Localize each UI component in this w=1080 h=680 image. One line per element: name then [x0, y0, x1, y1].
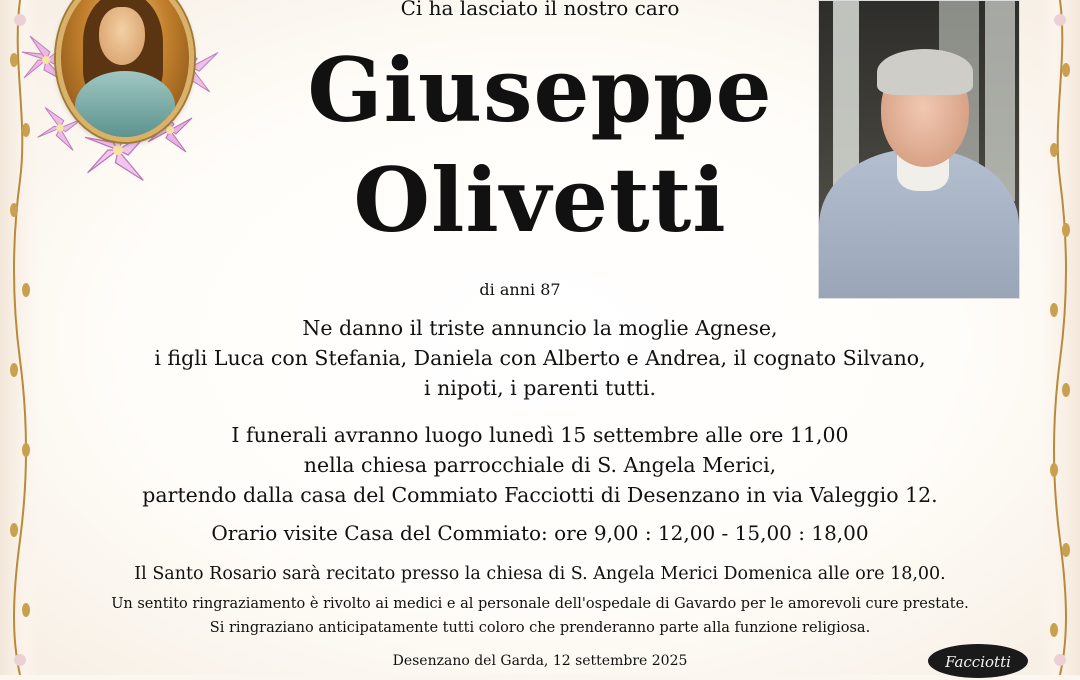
rosary-line: Il Santo Rosario sarà recitato presso la chiesa di S. Angela Merici Domenica alle ore 18,00.	[134, 564, 946, 584]
family-paragraph	[0, 313, 1080, 403]
funeral-line: I funerali avranno luogo lunedì 15 settembre alle ore 11,00	[231, 423, 849, 447]
family-line: i nipoti, i parenti tutti.	[424, 376, 656, 400]
funeral-line: nella chiesa parrocchiale di S. Angela Merici,	[303, 453, 777, 477]
thanks-line: Un sentito ringraziamento è rivolto ai medici e al personale dell'ospedale di Gavardo per le amorevoli cure prestate.	[111, 596, 969, 612]
funeral-paragraph	[0, 420, 1080, 510]
place-date-line: Desenzano del Garda, 12 settembre 2025	[392, 653, 688, 669]
first-name-heading: Giuseppe	[307, 38, 773, 142]
intro-line: Ci ha lasciato il nostro caro	[400, 0, 680, 20]
thanks-line: Si ringraziano anticipatamente tutti coloro che prenderanno parte alla funzione religiosa.	[209, 620, 871, 636]
visiting-hours-line: Orario visite Casa del Commiato: ore 9,00 : 12,00 - 15,00 : 18,00	[211, 521, 869, 545]
funeral-line: partendo dalla casa del Commiato Facciotti di Desenzano in via Valeggio 12.	[142, 483, 938, 507]
facciotti-logo	[928, 644, 1028, 678]
family-line: i figli Luca con Stefania, Daniela con Alberto e Andrea, il cognato Silvano,	[154, 346, 926, 370]
age-line: di anni 87	[479, 280, 561, 299]
logo-text: Facciotti	[945, 653, 1011, 671]
last-name-heading: Olivetti	[353, 148, 727, 252]
thanks-paragraph	[0, 592, 1080, 640]
family-line: Ne danno il triste annuncio la moglie Agnese,	[302, 316, 778, 340]
